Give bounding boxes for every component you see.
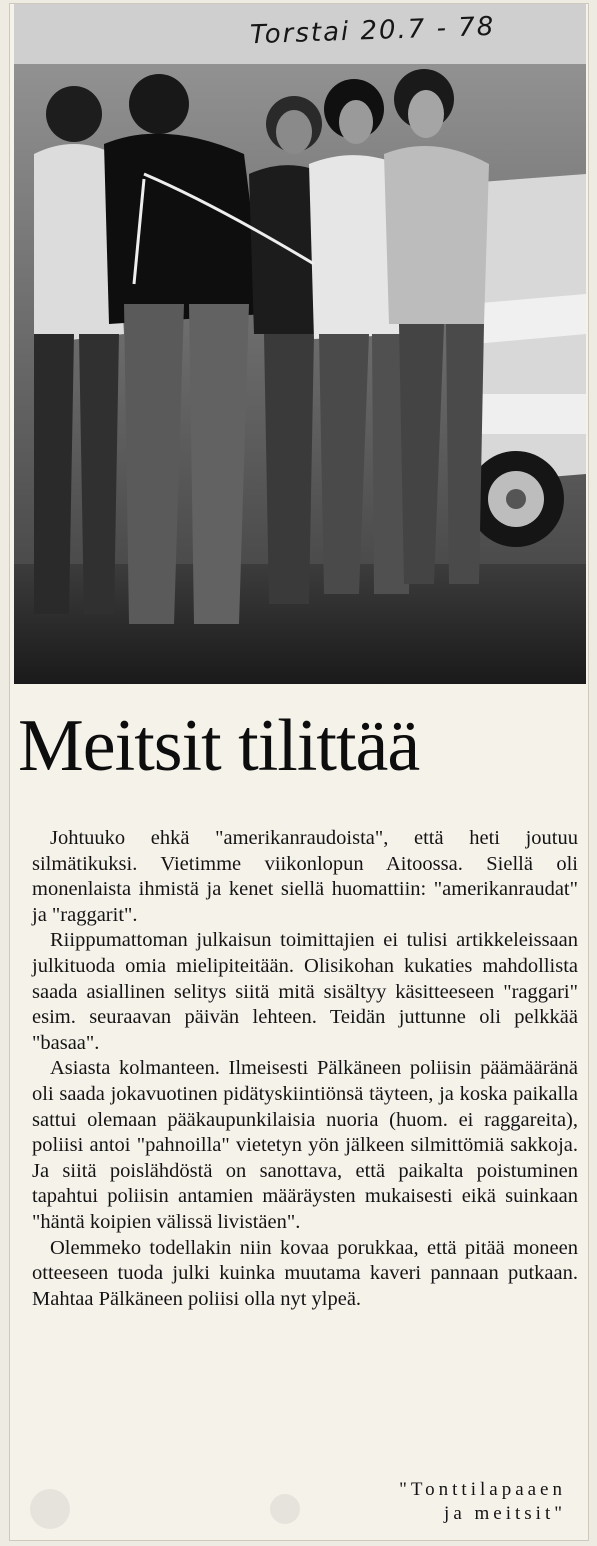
article-body (32, 826, 578, 1312)
article-signature (399, 1478, 566, 1526)
photo-illustration (14, 4, 586, 684)
article-paragraph: Riippumattoman julkaisun toimittajien ei tulisi artikkeleissaan julkituoda omia mielipiteitään. Olisikohan kukaties mahdollista saada asiallinen selitys siitä mitä sisältyy käsitteeseen "raggari" esim. seuraavan päivän lehteen. Teidän juttunne oli pelkkää "basaa". (32, 929, 578, 1054)
paper-stain (30, 1489, 70, 1529)
article-paragraph: Olemmeko todellakin niin kovaa porukkaa, että pitää moneen otteeseen tuoda julki kuinka muutama kaveri pannaan putkaan. Mahtaa Pälkäneen poliisi olla nyt ylpeä. (32, 1236, 578, 1310)
article-headline: Meitsit tilittää (18, 705, 420, 787)
article-paragraph: Asiasta kolmanteen. Ilmeisesti Pälkäneen poliisin päämääränä oli saada jokavuotinen pidätyskiintiönsä täyteen, ja koska paikalla sattui olemaan pääkaupunkilaisia nuoria (huom. ei raggareita), poliisi antoi "pahnoilla" vietetyn yön jälkeen silmittömiä sakkoja. Ja siitä poislähdöstä on sanottava, että paikalta poistuminen tapahtui poliisin antamien määräysten mukaisesti eikä suinkaan "häntä koipien välissä livistäen". (32, 1057, 578, 1233)
article-paragraph: Johtuuko ehkä "amerikanraudoista", että heti joutuu silmätikuksi. Vietimme viikonlopun Aitoossa. Siellä oli monenlaista ihmistä ja kenet siellä huomattiin: "amerikanraudat" ja "raggarit". (32, 827, 578, 926)
paper-stain (270, 1494, 300, 1524)
signature-line: "Tonttilapaaen (399, 1479, 566, 1500)
article-photo (14, 4, 586, 684)
handwritten-date: Torstai 20.7 - 78 (249, 11, 496, 51)
signature-line: ja meitsit" (444, 1503, 566, 1524)
newspaper-clipping (10, 4, 588, 1540)
